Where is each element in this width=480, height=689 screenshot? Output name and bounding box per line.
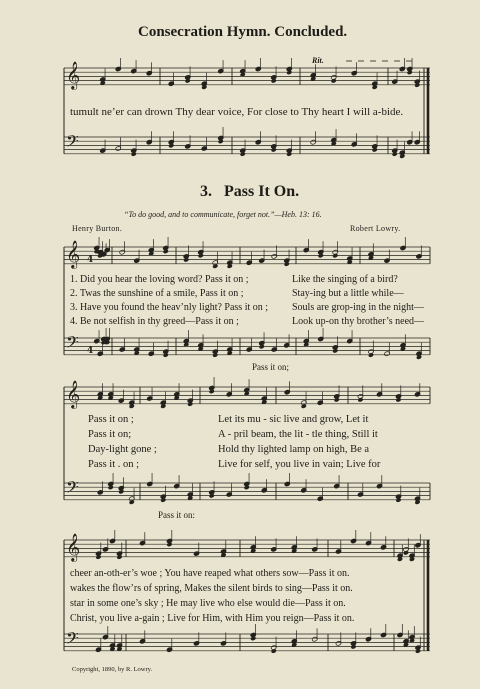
- verse-3-echo: Day-light gone ;: [88, 444, 157, 455]
- verse-2-middle: A - pril beam, the lit - tle thing, Still it: [218, 429, 378, 440]
- verse-4-left: 4. Be not selfish in thy greed—Pass it on ;: [70, 316, 239, 327]
- hymn-number: 3.: [200, 183, 212, 200]
- ritardando-mark: Rit.: [312, 56, 324, 65]
- verse-1-ending: cheer an-oth-er’s woe ; You have reaped what others sow—Pass it on.: [70, 568, 350, 579]
- treble-clef: 𝄞: [66, 240, 81, 268]
- composer-credit: Robert Lowry.: [350, 224, 401, 233]
- verse-2-ending: wakes the flow’rs of spring, Makes the silent birds to sing—Pass it on.: [70, 583, 353, 594]
- verse-2-right: Stay-ing but a little while—: [292, 288, 404, 299]
- verse-4-right: Look up-on thy brother’s need—: [292, 316, 425, 327]
- hymn-title: Pass It On.: [224, 183, 300, 200]
- verse-3-ending: star in some one’s sky ; He may live who else would die—Pass it on.: [70, 598, 346, 609]
- bass-clef: 𝄢: [66, 332, 79, 356]
- bass-echo-label-2: Pass it on:: [158, 510, 196, 520]
- treble-clef: 𝄞: [66, 380, 81, 408]
- verse-1-echo: Pass it on ;: [88, 414, 134, 425]
- verse-3-left: 3. Have you found the heav’nly light? Pass it on ;: [70, 302, 269, 313]
- copyright-notice: Copyright, 1890, by R. Lowry.: [72, 666, 153, 673]
- verse-2-echo: Pass it on;: [88, 429, 132, 440]
- verse-1-right: Like the singing of a bird?: [292, 274, 398, 285]
- previous-hymn-title: Consecration Hymn. Concluded.: [138, 24, 348, 40]
- bass-echo-label-1: Pass it on;: [252, 362, 290, 372]
- verse-2-left: 2. Twas the sunshine of a smile, Pass it on ;: [70, 288, 244, 299]
- treble-clef: 𝄞: [66, 61, 81, 89]
- verse-4-ending: Christ, you live a-gain ; Live for Him, with Him you reign—Pass it on.: [70, 613, 355, 624]
- bass-clef: 𝄢: [66, 477, 79, 501]
- verse-4-echo: Pass it . on ;: [88, 459, 140, 470]
- previous-hymn-lyric: tumult ne’er can drown Thy dear voice, For close to Thy heart I will a-bide.: [70, 106, 404, 118]
- verse-3-middle: Hold thy lighted lamp on high, Be a: [218, 444, 370, 455]
- time-signature: 4: [87, 346, 94, 356]
- verse-1-left: 1. Did you hear the loving word? Pass it on ;: [70, 274, 249, 285]
- bass-clef: 𝄢: [66, 131, 79, 155]
- time-signature: 4: [87, 255, 94, 265]
- bass-clef: 𝄢: [66, 628, 79, 652]
- epigraph: “To do good, and to communicate, forget not.”—Heb. 13: 16.: [124, 210, 322, 219]
- verse-1-middle: Let its mu - sic live and grow, Let it: [218, 414, 369, 425]
- verse-3-right: Souls are grop-ing in the night—: [292, 302, 424, 313]
- treble-clef: 𝄞: [66, 533, 81, 561]
- verse-4-middle: Live for self, you live in vain; Live for: [218, 459, 381, 470]
- author-credit: Henry Burton.: [72, 224, 123, 233]
